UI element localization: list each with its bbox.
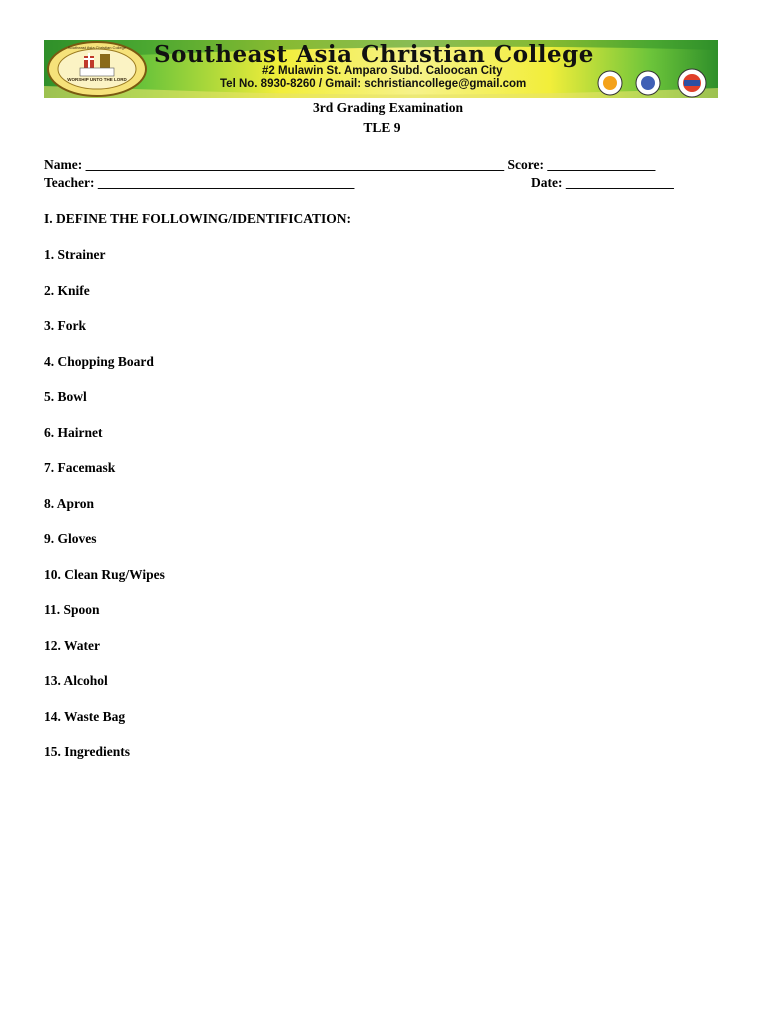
question-item: 15. Ingredients xyxy=(44,744,131,759)
question-item: 6. Hairnet xyxy=(44,424,103,440)
question-item: 5. Bowl xyxy=(44,389,87,404)
name-score-field[interactable]: Name: ______________________________________________________________ Score: ________________ xyxy=(44,157,656,172)
question-item: 9. Gloves xyxy=(44,531,97,546)
seal-ring-text: Southeast Asia Christian College xyxy=(67,45,127,50)
school-header-banner xyxy=(44,40,718,98)
question-item: 8. Apron xyxy=(44,495,95,511)
question-item: 7. Facemask xyxy=(44,460,116,475)
date-field[interactable]: Date: ________________ xyxy=(531,175,674,190)
question-item: 4. Chopping Board xyxy=(44,353,154,369)
school-contact: Tel No. 8930-8260 / Gmail: schristiancollege@gmail.com xyxy=(220,78,527,90)
section-heading: I. DEFINE THE FOLLOWING/IDENTIFICATION: xyxy=(44,211,352,226)
question-item: 13. Alcohol xyxy=(44,673,108,688)
question-item: 12. Water xyxy=(44,637,100,653)
question-item: 3. Fork xyxy=(44,318,86,333)
question-item: 2. Knife xyxy=(44,282,90,298)
question-item: 10. Clean Rug/Wipes xyxy=(44,566,165,582)
seal-motto: WORSHIP UNTO THE LORD xyxy=(67,77,127,82)
school-name: Southeast Asia Christian College xyxy=(154,41,594,68)
exam-title: 3rd Grading Examination xyxy=(312,100,464,115)
question-item: 14. Waste Bag xyxy=(44,708,126,724)
question-item: 11. Spoon xyxy=(44,602,100,617)
exam-subject: TLE 9 xyxy=(363,120,401,135)
question-item: 1. Strainer xyxy=(44,247,106,262)
question-list xyxy=(44,246,165,779)
teacher-field[interactable]: Teacher: ______________________________________ xyxy=(44,175,355,190)
school-address: #2 Mulawin St. Amparo Subd. Caloocan City xyxy=(262,65,503,77)
